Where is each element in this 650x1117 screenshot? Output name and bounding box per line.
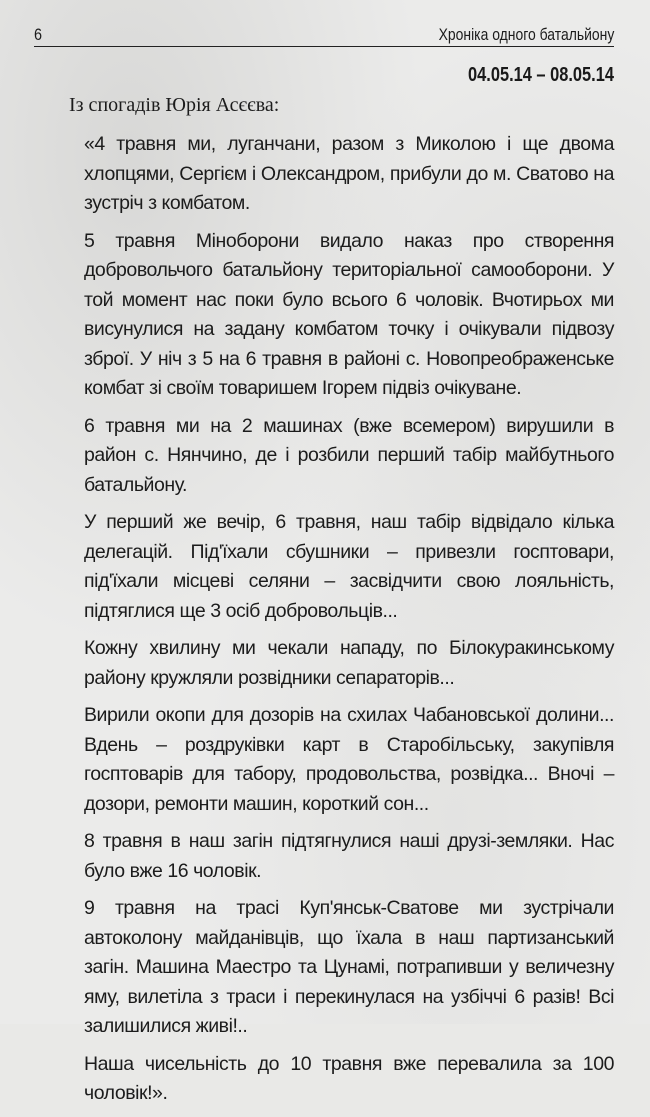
running-title: Хроніка одного батальйону — [438, 25, 614, 44]
source-attribution: Із спогадів Юрія Асєєва: — [69, 94, 280, 116]
paragraph: Вирили окопи для дозорів на схилах Чабановської долини... Вдень – роздруківки карт в Старобільську, закупівля госптоварів для табору, продовольства, розвідка... Вночі – дозори, ремонти машин, короткий сон... — [84, 704, 614, 815]
date-range-heading: 04.05.14 – 08.05.14 — [468, 64, 614, 86]
paragraph: У перший же вечір, 6 травня, наш табір відвідало кілька делегацій. Під'їхали сбушники – привезли госптовари, під'їхали місцеві селяни – засвідчити свою лояльність, підтяглися ще 3 осіб добровольців... — [84, 511, 614, 622]
memoir-quote — [84, 130, 614, 1117]
paragraph: 8 травня в наш загін підтягнулися наші друзі-земляки. Нас було вже 16 чоловік. — [84, 830, 614, 882]
paragraph: Кожну хвилину ми чекали нападу, по Білокуракинському району кружляли розвідники сепараторів... — [84, 637, 614, 689]
page-header — [34, 22, 614, 47]
page-number: 6 — [34, 25, 43, 44]
paragraph: 6 травня ми на 2 машинах (вже всемером) вирушили в район с. Нянчино, де і розбили перший табір майбутнього батальйону. — [84, 414, 614, 496]
paragraph: Наша чисельність до 10 травня вже перевалила за 100 чоловік!». — [84, 1052, 614, 1104]
paragraph: 9 травня на трасі Куп'янськ-Сватове ми зустрічали автоколону майданівців, що їхала в наш партизанський загін. Машина Маестро та Цунамі, потрапивши у величезну яму, вилетіла з траси і перекинулася на узбіччі 6 разів! Всі залишилися живі!.. — [84, 897, 614, 1037]
paragraph: «4 травня ми, луганчани, разом з Миколою і ще двома хлопцями, Сергієм і Олександром, прибули до м. Сватово на зустріч з комбатом. — [84, 133, 614, 214]
paragraph: 5 травня Міноборони видало наказ про створення добровольчого батальйону територіальної самооборони. У той момент нас поки було всього 6 чоловік. Вчотирьох ми висунулися на задану комбатом точку і очікували підвозу зброї. У ніч з 5 на 6 травня в районі с. Новопреображенське комбат зі своїм товаришем Ігорем підвіз очікуване. — [84, 229, 614, 399]
